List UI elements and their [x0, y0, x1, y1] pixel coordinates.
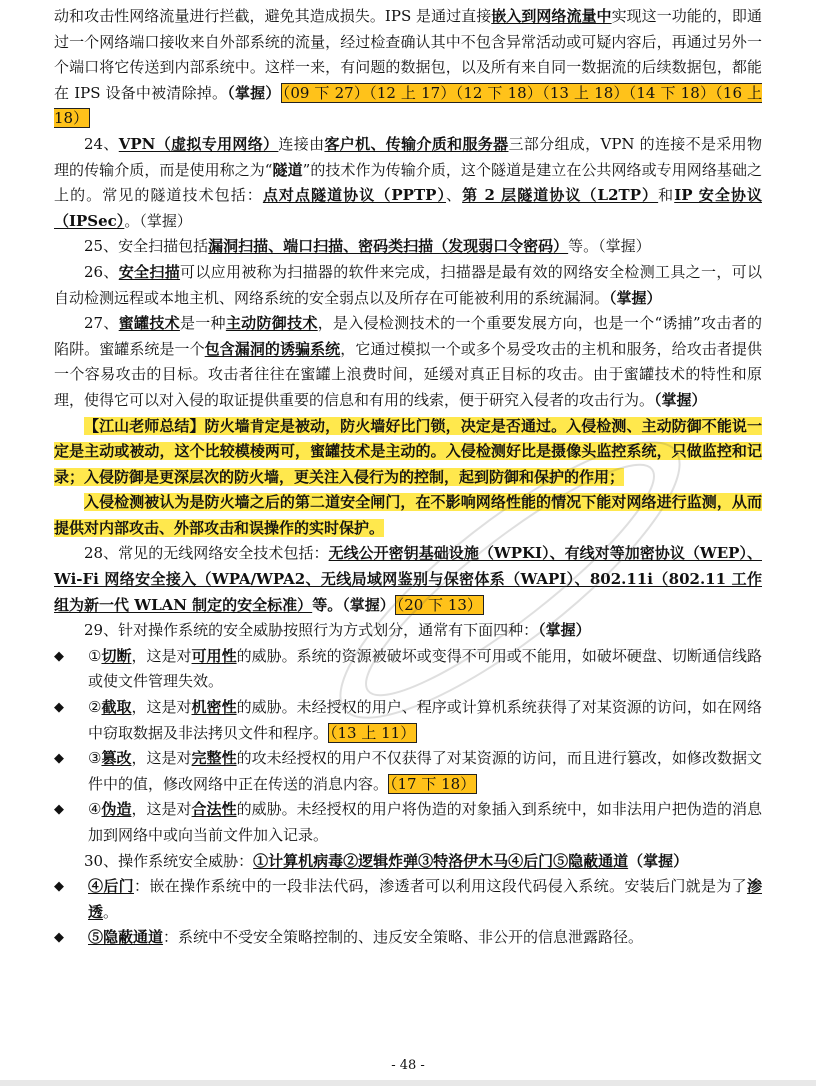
text: 的威胁。系统的资源被破坏或变得不可用或不能用，如破坏硬盘、切断通信线路或使文件管理失效。: [88, 646, 762, 691]
circled-number: ②: [88, 698, 102, 717]
summary-text: 【江山老师总结】防火墙肯定是被动，防火墙好比门锁，决定是否通过。入侵检测、主动防御不能说一定是主动或被动，这个比较模棱两可，蜜罐技术是主动的。入侵检测好比是摄像头监控系统，只做监控和记录；入侵防御是更深层次的防火墙，更关注入侵行为的控制，起到防御和保护的作用；: [54, 416, 762, 486]
mastery-tag: 等。（掌握）: [312, 595, 395, 614]
key-term: 伪造: [101, 800, 132, 819]
exam-reference: （17 下 18）: [390, 774, 476, 793]
teacher-summary: [54, 414, 762, 491]
exam-reference: （09 下 27）（12 上 17）（12 下 18）（13 上 18）（14 下 18）（16 上 18）: [54, 83, 762, 128]
key-term: 包含漏洞的诱骗系统: [204, 339, 341, 358]
key-term: 隧道: [272, 160, 303, 179]
key-term: 合法性: [191, 800, 237, 819]
key-term: ⑤隐蔽通道: [88, 928, 164, 947]
key-term: 机密性: [191, 698, 237, 717]
text: 安全扫描包括: [118, 237, 209, 256]
diamond-bullet-icon: ◆: [54, 700, 64, 716]
circled-number: ①: [88, 646, 102, 665]
circled-number: ③: [88, 749, 102, 768]
text: 是一种: [179, 314, 226, 333]
text: ，它通过模拟一个或多个易受攻击的主机和服务，给攻击者提供一个容易攻击的目标。攻击者往往在蜜罐上浪费时间，延缓对真正目标的攻击。由于蜜罐技术的特性和原理，使得它可以对入侵的取证提供重要的信息和有用的线索，便于研究入侵者的攻击行为。: [54, 339, 762, 409]
list-item: [54, 874, 762, 925]
exam-reference: （20 下 13）: [396, 595, 482, 614]
paragraph-28: [54, 541, 762, 618]
key-term: 客户机、传输介质和服务器: [324, 134, 509, 153]
text: 三部分组成，VPN 的连接不是采用物理的传输介质，而是使用称之为“: [54, 134, 762, 179]
mastery-tag: 等。（掌握）: [568, 237, 651, 256]
text: 、: [446, 186, 463, 205]
paragraph-25: [54, 234, 762, 260]
item-number: 28、: [84, 544, 119, 563]
item-number: 24、: [84, 134, 119, 153]
text: 的威胁。未经授权的用户、程序或计算机系统获得了对某资源的访问，如在网络中窃取数据及非法拷贝文件和程序。: [88, 698, 762, 742]
mastery-tag: （掌握）: [628, 851, 689, 870]
key-term: VPN（虚拟专用网络）: [118, 134, 279, 153]
mastery-tag: （掌握）: [227, 83, 281, 102]
list-item: [54, 925, 762, 951]
list-item-text: [88, 695, 762, 746]
item-number: 30、: [84, 851, 119, 870]
summary-text: 入侵检测被认为是防火墙之后的第二道安全闸门，在不影响网络性能的情况下能对网络进行监测，从而提供对内部攻击、外部攻击和误操作的实时保护。: [54, 493, 762, 537]
list-item-text: [88, 797, 762, 848]
list-item-text: [88, 746, 762, 797]
item-number: 27、: [84, 314, 119, 333]
paragraph-26: [54, 260, 762, 311]
mastery-tag: 。（掌握）: [124, 211, 192, 230]
text: 嵌在操作系统中的一段非法代码，渗透者可以利用这段代码侵入系统。安装后门就是为了: [149, 877, 747, 896]
text: 系统中不受安全策略控制的、违反安全策略、非公开的信息泄露路径。: [178, 928, 644, 947]
key-term: 漏洞扫描、端口扫描、密码类扫描（发现弱口令密码）: [208, 237, 569, 256]
key-term: ④后门: [88, 877, 134, 896]
key-term: IP 安全协议（IPSec）: [54, 186, 762, 230]
list-item: [54, 746, 762, 797]
text: 的威胁。未经授权的用户将伪造的对象插入到系统中，如非法用户把伪造的消息加到网络中或向当前文件加入记录。: [88, 800, 762, 844]
mastery-tag: （掌握）: [538, 621, 591, 640]
diamond-bullet-icon: ◆: [54, 930, 64, 946]
key-term: 篡改: [101, 749, 132, 768]
key-term: 截取: [101, 698, 132, 717]
text: 连接由: [278, 134, 325, 153]
key-term: 切断: [101, 646, 132, 665]
circled-number: ④: [88, 800, 102, 819]
text: ，是入侵检测技术的一个重要发展方向，也是一个“诱捕”攻击者的陷阱。蜜罐系统是一个: [54, 314, 762, 358]
key-term: 安全扫描: [118, 262, 181, 281]
text: ：: [163, 928, 179, 947]
text: ，这是对: [131, 800, 192, 819]
text: 可以应用被称为扫描器的软件来完成，扫描器是最有效的网络安全检测工具之一，可以自动检测远程或本地主机、网络系统的安全弱点以及所存在可能被利用的系统漏洞。: [54, 262, 762, 307]
diamond-bullet-icon: ◆: [54, 751, 64, 767]
item-number: 26、: [84, 262, 119, 281]
page-bottom-edge: [0, 1080, 816, 1086]
text: ，这是对: [131, 646, 192, 665]
text: 动和攻击性网络流量进行拦截，避免其造成损失。IPS 是通过直接: [54, 7, 492, 25]
text: 。: [103, 902, 119, 921]
key-term: 蜜罐技术: [118, 314, 180, 333]
key-term: 主动防御技术: [225, 314, 318, 333]
text: ，这是对: [131, 698, 192, 717]
text: ，这是对: [131, 749, 192, 768]
text: 的攻未经授权的用户不仅获得了对某资源的访问，而且进行篡改，如修改数据文件中的值，修改网络中正在传送的消息内容。: [88, 749, 762, 793]
diamond-bullet-icon: ◆: [54, 648, 64, 664]
exam-reference: （13 上 11）: [330, 723, 416, 742]
list-item: [54, 797, 762, 848]
text: 针对操作系统的安全威胁按照行为方式划分，通常有下面四种：: [118, 621, 539, 640]
key-term: 渗透: [88, 877, 762, 921]
text: 实现这一功能的，即通过一个网络端口接收来自外部系统的流量，经过检查确认其中不包含异常活动或可疑内容后，再通过另外一个端口将它传送到内部系统中。这样一来，有问题的数据包，以及所有来自同一数据流的后续数据包，都能在 IPS 设备中被清除掉。: [54, 7, 762, 102]
text: ：: [133, 877, 150, 896]
item-number: 29、: [84, 621, 119, 640]
key-term: 无线公开密钥基础设施（WPKI）、有线对等加密协议（WEP）、Wi-Fi 网络安全接入（WPA/WPA2、无线局域网鉴别与保密体系（WAPI）、802.11i（802.11 工作组为新一代 WLAN 制定的安全标准）: [54, 544, 762, 614]
diamond-bullet-icon: ◆: [54, 802, 64, 818]
key-term: 可用性: [191, 646, 237, 665]
document-page: [54, 4, 762, 951]
diamond-bullet-icon: ◆: [54, 879, 64, 895]
key-term: 嵌入到网络流量中: [491, 7, 612, 25]
paragraph-29: [54, 618, 762, 644]
os-threat-list: [54, 874, 762, 951]
teacher-summary-2: [54, 490, 762, 541]
key-term: 完整性: [191, 749, 237, 768]
paragraph-27: [54, 311, 762, 413]
paragraph-ips: [54, 4, 762, 132]
key-term: 点对点隧道协议（PPTP）: [262, 186, 447, 205]
key-term: 第 2 层隧道协议（L2TP）: [462, 186, 659, 205]
threat-list: [54, 644, 762, 849]
paragraph-30: [54, 849, 762, 875]
list-item-text: [88, 644, 762, 695]
list-item: [54, 644, 762, 695]
mastery-tag: （掌握）: [609, 288, 662, 307]
page-number: - 48 -: [391, 1058, 425, 1073]
list-item-text: [88, 925, 762, 951]
paragraph-24: [54, 132, 762, 234]
item-number: 25、: [84, 237, 119, 256]
list-item: [54, 695, 762, 746]
text: 操作系统安全威胁：: [118, 851, 254, 870]
text: 常见的无线网络安全技术包括：: [118, 544, 329, 563]
key-term: ①计算机病毒②逻辑炸弹③特洛伊木马④后门⑤隐蔽通道: [253, 851, 629, 870]
text: 和: [658, 186, 675, 205]
mastery-tag: （掌握）: [654, 390, 707, 409]
list-item-text: [88, 874, 762, 925]
text: ”的技术作为传输介质，这个隧道是建立在公共网络或专用网络基础之上的。常见的隧道技术包括：: [54, 160, 762, 205]
